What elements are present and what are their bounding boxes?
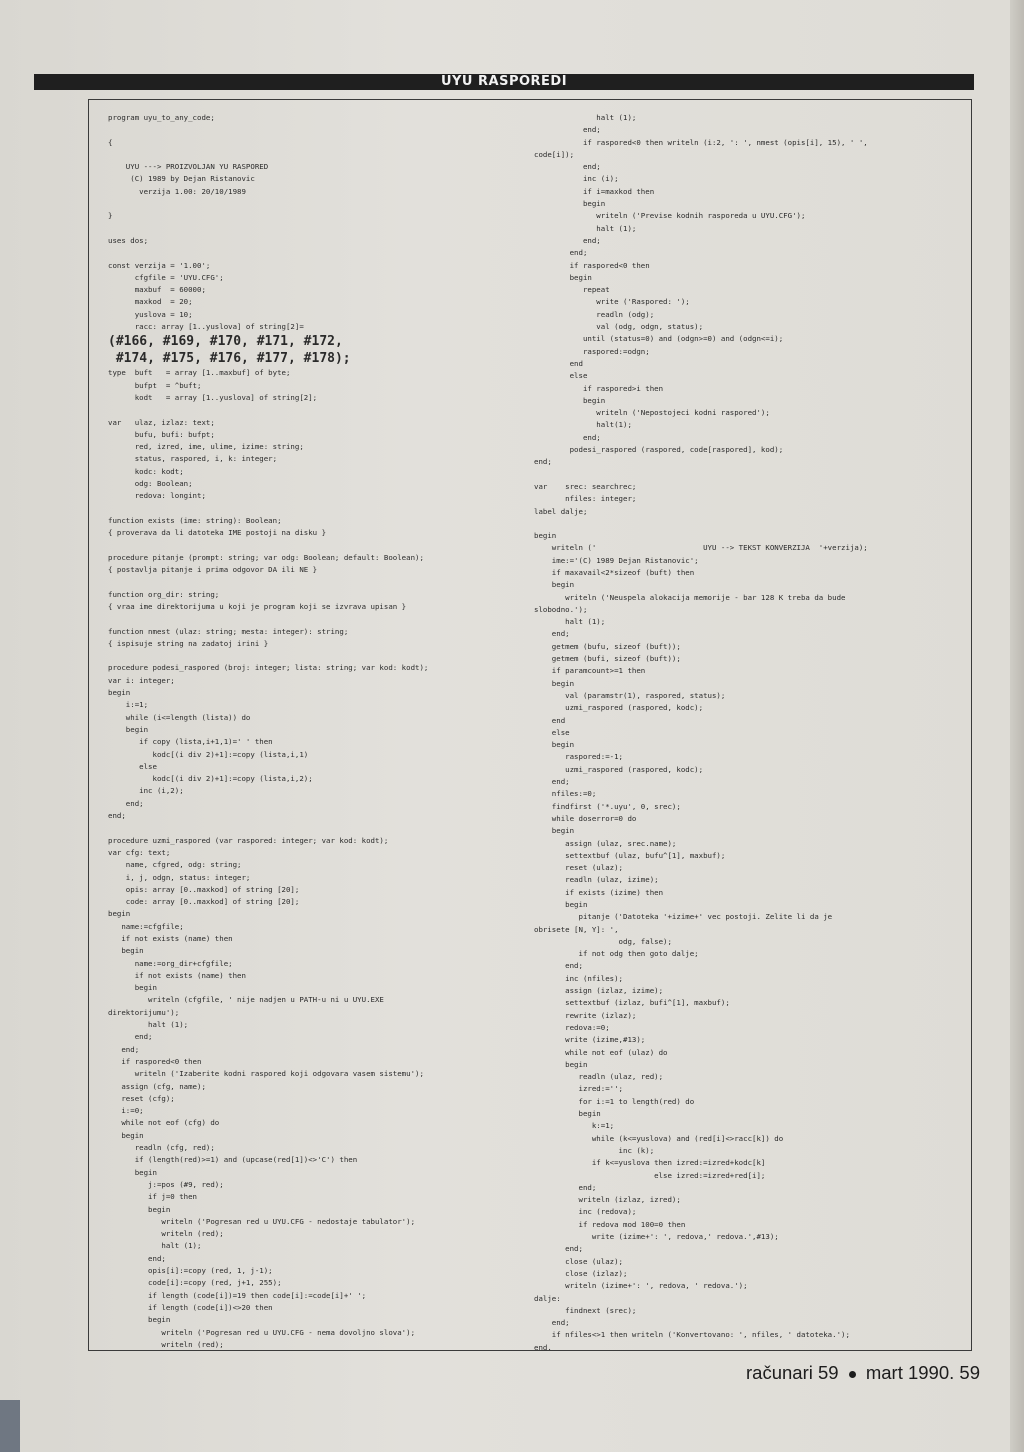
code-line: maxkod = 20; xyxy=(108,297,193,307)
code-line: obrisete [N, Y]: ', xyxy=(534,924,619,934)
code-line: if i=maxkod then xyxy=(534,186,655,196)
code-line: ime:='(C) 1989 Dejan Ristanovic'; xyxy=(534,555,699,565)
code-line: reset (cfg); xyxy=(108,1093,175,1103)
code-line: if redova mod 100=0 then xyxy=(534,1219,686,1229)
code-line: begin xyxy=(534,678,575,688)
code-line: readln (ulaz, izime); xyxy=(534,875,659,885)
code-line: assign (izlaz, izime); xyxy=(534,986,664,996)
code-line: val (odg, odgn, status); xyxy=(534,322,704,332)
code-line: const verzija = '1.00'; xyxy=(108,260,211,270)
code-line: { vraa ime direktorijuma u koji je program koji se izvrava upisan } xyxy=(108,601,407,611)
code-line: nfiles: integer; xyxy=(534,494,637,504)
code-line: slobodno.'); xyxy=(534,604,588,614)
code-line: end; xyxy=(108,1032,153,1042)
code-line: settextbuf (izlaz, bufi^[1], maxbuf); xyxy=(534,998,730,1008)
code-line: function org_dir: string; xyxy=(108,589,220,599)
code-line: function exists (ime: string): Boolean; xyxy=(108,515,282,525)
code-line: code[i]:=copy (red, j+1, 255); xyxy=(108,1278,282,1288)
code-line: type buft = array [1..maxbuf] of byte; xyxy=(108,368,291,378)
code-line: kodc[(i div 2)+1]:=copy (lista,i,1) xyxy=(108,749,309,759)
code-line: if nfiles<>1 then writeln ('Konvertovano: ', nfiles, ' datoteka.'); xyxy=(534,1330,850,1340)
code-line: i:=0; xyxy=(108,1106,144,1116)
code-line: begin xyxy=(534,826,575,836)
code-line xyxy=(534,518,964,530)
code-line: redova: longint; xyxy=(108,491,206,501)
code-line: procedure pitanje (prompt: string; var odg: Boolean; default: Boolean); xyxy=(108,552,424,562)
code-line xyxy=(108,650,508,662)
code-line: end; xyxy=(534,1318,570,1328)
code-line: izred:=''; xyxy=(534,1084,623,1094)
code-line: uses dos; xyxy=(108,235,149,245)
code-line xyxy=(108,247,508,259)
code-line: var cfg: text; xyxy=(108,847,171,857)
code-line: inc (i,2); xyxy=(108,786,184,796)
page-number: 59 xyxy=(959,1362,980,1383)
code-line: maxbuf = 60000; xyxy=(108,285,206,295)
code-line: else xyxy=(108,761,157,771)
code-line: writeln (' UYU --> TEKST KONVERZIJA '+verzija); xyxy=(534,543,868,553)
code-line: halt (1); xyxy=(108,1020,189,1030)
code-line: halt (1); xyxy=(534,113,637,122)
code-line xyxy=(108,149,508,161)
code-line: if exists (izime) then xyxy=(534,887,664,897)
code-line: raspored:=-1; xyxy=(534,752,623,762)
code-line: end. xyxy=(534,1342,552,1352)
code-line: code[i]); xyxy=(534,149,575,159)
code-line: cfgfile = 'UYU.CFG'; xyxy=(108,272,224,282)
code-line: close (ulaz); xyxy=(534,1256,623,1266)
code-line xyxy=(108,613,508,625)
code-line: procedure podesi_raspored (broj: integer; lista: string; var kod: kodt); xyxy=(108,663,429,673)
code-line: if paramcount>=1 then xyxy=(534,666,646,676)
code-line: redova:=0; xyxy=(534,1022,610,1032)
code-line: getmem (bufi, sizeof (buft)); xyxy=(534,654,681,664)
code-line: direktorijumu'); xyxy=(108,1007,180,1017)
code-line: writeln ('Pogresan red u UYU.CFG - nema dovoljno slova'); xyxy=(108,1327,416,1337)
code-line: inc (redova); xyxy=(534,1207,637,1217)
code-line: if length (code[i])<>20 then xyxy=(108,1302,273,1312)
code-line: verzija 1.00: 20/10/1989 xyxy=(108,186,246,196)
code-line xyxy=(108,223,508,235)
section-header xyxy=(34,74,974,90)
code-line: begin xyxy=(108,724,149,734)
binding-shadow xyxy=(0,1400,20,1452)
code-line xyxy=(108,576,508,588)
code-line: name:=org_dir+cfgfile; xyxy=(108,958,233,968)
code-line xyxy=(108,822,508,834)
code-line: while doserror=0 do xyxy=(534,813,637,823)
code-column-right xyxy=(534,112,964,1354)
code-line: while not eof (ulaz) do xyxy=(534,1047,668,1057)
code-line: var i: integer; xyxy=(108,675,175,685)
code-line: write ('Raspored: '); xyxy=(534,297,690,307)
code-line: end; xyxy=(534,235,601,245)
code-line: else xyxy=(534,371,588,381)
code-line: if copy (lista,i+1,1)=' ' then xyxy=(108,737,273,747)
code-line: { xyxy=(108,137,113,147)
code-line: end; xyxy=(534,961,583,971)
code-line: end xyxy=(534,715,566,725)
code-line: reset (ulaz); xyxy=(534,863,623,873)
code-line: raspored:=odgn; xyxy=(534,346,650,356)
code-line: end xyxy=(534,358,583,368)
code-line: procedure uzmi_raspored (var raspored: integer; var kod: kodt); xyxy=(108,835,389,845)
code-line: writeln ('Pogresan red u UYU.CFG - nedostaje tabulator'); xyxy=(108,1216,416,1226)
code-line: begin xyxy=(534,1059,588,1069)
code-line: getmem (bufu, sizeof (buft)); xyxy=(534,641,681,651)
code-line: begin xyxy=(534,1109,601,1119)
code-column-left xyxy=(108,112,508,1351)
code-line: for i:=1 to length(red) do xyxy=(534,1096,695,1106)
code-line: halt (1); xyxy=(108,1241,202,1251)
code-line: end; xyxy=(108,811,126,821)
code-line: writeln (cfgfile, ' nije nadjen u PATH-u ni u UYU.EXE xyxy=(108,995,384,1005)
code-line: end; xyxy=(534,629,570,639)
code-line: end; xyxy=(108,798,144,808)
code-line: begin xyxy=(108,946,144,956)
code-line: begin xyxy=(108,909,131,919)
code-line: j:=pos (#9, red); xyxy=(108,1179,224,1189)
code-line: findfirst ('*.uyu', 0, srec); xyxy=(534,801,681,811)
code-line: nfiles:=0; xyxy=(534,789,597,799)
code-line xyxy=(534,469,964,481)
magazine-name: računari 59 xyxy=(746,1362,839,1383)
code-line: var srec: searchrec; xyxy=(534,481,637,491)
code-line: program uyu_to_any_code; xyxy=(108,113,215,122)
code-line: begin xyxy=(534,395,606,405)
code-line: if raspored<0 then xyxy=(534,260,650,270)
code-line: begin xyxy=(108,1315,171,1325)
code-line: while not eof (cfg) do xyxy=(108,1118,220,1128)
code-line: write (izime+': ', redova,' redova.',#13); xyxy=(534,1232,779,1242)
code-line: end; xyxy=(534,1182,597,1192)
code-line: (C) 1989 by Dejan Ristanovic xyxy=(108,174,255,184)
code-line: if raspored>i then xyxy=(534,383,664,393)
code-line: status, raspored, i, k: integer; xyxy=(108,454,278,464)
code-line: inc (k); xyxy=(534,1145,655,1155)
bullet-icon xyxy=(849,1371,856,1378)
code-line: begin xyxy=(108,688,131,698)
code-line: } xyxy=(108,211,113,221)
code-line: if length (code[i])=19 then code[i]:=code[i]+' '; xyxy=(108,1290,367,1300)
code-line: writeln ('Previse kodnih rasporeda u UYU.CFG'); xyxy=(534,211,806,221)
code-line: odg, false); xyxy=(534,936,672,946)
code-line: bufu, bufi: bufpt; xyxy=(108,429,215,439)
code-line: begin xyxy=(108,1204,171,1214)
highlighted-code-line: (#166, #169, #170, #171, #172, xyxy=(108,334,343,350)
code-line: if not exists (name) then xyxy=(108,970,246,980)
code-line: end; xyxy=(534,432,601,442)
code-line: end; xyxy=(534,457,552,467)
code-line: UYU ---> PROIZVOLJAN YU RASPORED xyxy=(108,162,269,172)
code-line: assign (ulaz, srec.name); xyxy=(534,838,677,848)
code-line: code: array [0..maxkod] of string [20]; xyxy=(108,897,300,907)
code-line xyxy=(108,198,508,210)
code-line: writeln (izlaz, izred); xyxy=(534,1195,681,1205)
code-line: { ispisuje string na zadatoj irini } xyxy=(108,638,269,648)
code-line: { proverava da li datoteka IME postoji na disku } xyxy=(108,528,327,538)
code-line: readln (odg); xyxy=(534,309,655,319)
code-line: writeln (red); xyxy=(108,1229,224,1239)
code-line: end; xyxy=(534,1244,583,1254)
code-line: if maxavail<2*sizeof (buft) then xyxy=(534,567,695,577)
code-line: begin xyxy=(534,580,575,590)
code-line: write (izime,#13); xyxy=(534,1035,646,1045)
code-line: writeln (red); xyxy=(108,1339,224,1349)
code-line: k:=1; xyxy=(534,1121,615,1131)
code-line: val (paramstr(1), raspored, status); xyxy=(534,690,726,700)
code-line: uzmi_raspored (raspored, kodc); xyxy=(534,703,704,713)
code-line: readln (ulaz, red); xyxy=(534,1072,664,1082)
code-line: if (length(red)>=1) and (upcase(red[1])<>'C') then xyxy=(108,1155,358,1165)
code-line: end; xyxy=(108,1253,166,1263)
code-line: settextbuf (ulaz, bufu^[1], maxbuf); xyxy=(534,850,726,860)
code-line: podesi_raspored (raspored, code[raspored], kod); xyxy=(534,445,784,455)
page-footer xyxy=(720,1362,980,1392)
code-line xyxy=(108,503,508,515)
code-line: end; xyxy=(534,162,601,172)
code-line: yuslova = 10; xyxy=(108,309,193,319)
code-line: { postavlja pitanje i prima odgovor DA ili NE } xyxy=(108,565,318,575)
code-line xyxy=(108,404,508,416)
code-line: function nmest (ulaz: string; mesta: integer): string; xyxy=(108,626,349,636)
code-line: label dalje; xyxy=(534,506,588,516)
section-title: UYU RASPOREDI xyxy=(440,74,568,89)
code-line: end; xyxy=(108,1044,140,1054)
code-line: while (i<=length (lista)) do xyxy=(108,712,251,722)
code-line: if k<=yuslova then izred:=izred+kodc[k] xyxy=(534,1158,766,1168)
code-line: racc: array [1..yuslova] of string[2]= xyxy=(108,322,304,332)
issue-date: mart 1990. xyxy=(865,1362,955,1383)
code-line: begin xyxy=(534,272,592,282)
code-line: while (k<=yuslova) and (red[i]<>racc[k]) do xyxy=(534,1133,784,1143)
code-line: dalje: xyxy=(534,1293,561,1303)
code-line: begin xyxy=(108,983,157,993)
code-line: begin xyxy=(534,900,588,909)
code-line: halt(1); xyxy=(534,420,632,430)
code-line xyxy=(108,124,508,136)
code-line: until (status=0) and (odgn>=0) and (odgn<=i); xyxy=(534,334,784,344)
code-line: bufpt = ^buft; xyxy=(108,380,202,390)
code-line: else izred:=izred+red[i]; xyxy=(534,1170,766,1180)
code-line: halt (1); xyxy=(534,617,606,627)
code-line: readln (cfg, red); xyxy=(108,1143,215,1153)
code-line: begin xyxy=(108,1130,144,1140)
code-line: repeat xyxy=(534,285,610,295)
code-line: rewrite (izlaz); xyxy=(534,1010,637,1020)
code-line: writeln (izime+': ', redova, ' redova.'); xyxy=(534,1281,748,1291)
code-line xyxy=(108,540,508,552)
code-line: i, j, odgn, status: integer; xyxy=(108,872,251,882)
code-line: if raspored<0 then writeln (i:2, ': ', nmest (opis[i], 15), ' ', xyxy=(534,137,868,147)
code-line: inc (nfiles); xyxy=(534,973,623,983)
highlighted-code-line: #174, #175, #176, #177, #178); xyxy=(108,351,351,367)
code-line: red, izred, ime, ulime, izime: string; xyxy=(108,442,304,452)
code-line: end; xyxy=(534,777,570,787)
code-line: end; xyxy=(534,248,588,258)
page-edge xyxy=(1010,0,1024,1452)
code-line: writeln ('Nepostojeci kodni raspored'); xyxy=(534,408,770,418)
code-line: if not exists (name) then xyxy=(108,934,233,943)
code-line: uzmi_raspored (raspored, kodc); xyxy=(534,764,704,774)
code-line: var ulaz, izlaz: text; xyxy=(108,417,215,427)
code-line: inc (i); xyxy=(534,174,619,184)
code-line: begin xyxy=(534,740,575,750)
code-line: begin xyxy=(534,199,606,209)
code-line: kodc: kodt; xyxy=(108,466,184,476)
code-line: if not odg then goto dalje; xyxy=(534,949,699,959)
code-line: halt (1); xyxy=(534,223,637,233)
code-line: if j=0 then xyxy=(108,1192,197,1202)
code-line: if raspored<0 then xyxy=(108,1056,202,1066)
code-line: assign (cfg, name); xyxy=(108,1081,206,1091)
code-line: writeln ('Neuspela alokacija memorije - bar 128 K treba da bude xyxy=(534,592,846,602)
code-line: odg: Boolean; xyxy=(108,479,193,489)
code-line: i:=1; xyxy=(108,700,149,710)
code-line: pitanje ('Datoteka '+izime+' vec postoji. Zelite li da je xyxy=(534,912,833,922)
code-line: else xyxy=(534,727,570,737)
code-line: begin xyxy=(108,1167,157,1177)
code-line: name:=cfgfile; xyxy=(108,921,184,931)
code-line: findnext (srec); xyxy=(534,1305,637,1315)
code-line: close (izlaz); xyxy=(534,1268,628,1278)
code-line: kodc[(i div 2)+1]:=copy (lista,i,2); xyxy=(108,774,313,784)
code-line: writeln ('Izaberite kodni raspored koji odgovara vasem sistemu'); xyxy=(108,1069,424,1079)
code-line: opis: array [0..maxkod] of string [20]; xyxy=(108,884,300,894)
code-line: end; xyxy=(534,125,601,135)
code-line: opis[i]:=copy (red, 1, j-1); xyxy=(108,1266,273,1276)
code-line: kodt = array [1..yuslova] of string[2]; xyxy=(108,392,318,402)
code-line: name, cfgred, odg: string; xyxy=(108,860,242,870)
code-line: begin xyxy=(534,531,557,541)
